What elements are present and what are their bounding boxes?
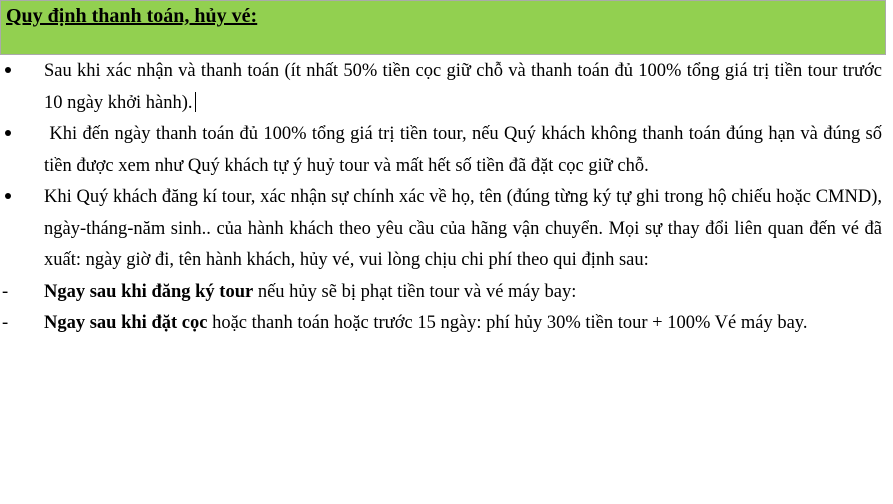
bullet-dot-icon (5, 130, 11, 136)
list-item-text: Khi đến ngày thanh toán đủ 100% tổng giá trị tiền tour, nếu Quý khách không thanh toán đúng hạn và đúng số tiền được xem như Quý khách tự ý huỷ tour và mất hết số tiền đã đặt cọc giữ chỗ. (44, 124, 887, 176)
heading-title: Quy định thanh toán, hủy vé (6, 5, 251, 27)
list-item-cancel-after-deposit (0, 308, 886, 340)
dash-marker: - (2, 281, 9, 302)
bullet-marker (2, 182, 22, 214)
list-item-text: Sau khi xác nhận và thanh toán (ít nhất 50% tiền cọc giữ chỗ và thanh toán đủ 100% tổng giá trị tiền tour trước 10 ngày khởi hành). (44, 61, 882, 113)
bullet-marker (2, 119, 22, 151)
policy-list (0, 56, 886, 340)
list-item-payment-confirmation (0, 56, 886, 119)
heading-colon: : (250, 5, 258, 27)
list-item-cancel-after-registration (0, 277, 886, 309)
list-item-text: hoặc thanh toán hoặc trước 15 ngày: phí hủy 30% tiền tour + 100% Vé máy bay. (207, 313, 808, 333)
text-cursor (195, 92, 196, 112)
bullet-dot-icon (5, 67, 11, 73)
section-heading-bar (0, 0, 886, 55)
bullet-dot-icon (5, 193, 11, 199)
section-heading (6, 3, 257, 29)
list-item-bold-lead: Ngay sau khi đặt cọc (44, 313, 208, 333)
list-item-text: Khi Quý khách đăng kí tour, xác nhận sự chính xác về họ, tên (đúng từng ký tự ghi trong hộ chiếu hoặc CMND), ngày-tháng-năm sinh.. của hành khách theo yêu cầu của hãng vận chuyển. Mọi sự thay đổi liên quan đến vé đã xuất: ngày giờ đi, tên hành khách, hủy vé, vui lòng chịu chi phí theo qui định sau: (44, 187, 882, 270)
list-item-full-payment-deadline (0, 119, 886, 182)
list-item-text: nếu hủy sẽ bị phạt tiền tour và vé máy bay: (253, 281, 577, 302)
bullet-marker (2, 56, 22, 88)
list-item-passenger-info (0, 182, 886, 277)
list-item-bold-lead: Ngay sau khi đăng ký tour (44, 281, 254, 302)
dash-marker: - (2, 313, 9, 333)
